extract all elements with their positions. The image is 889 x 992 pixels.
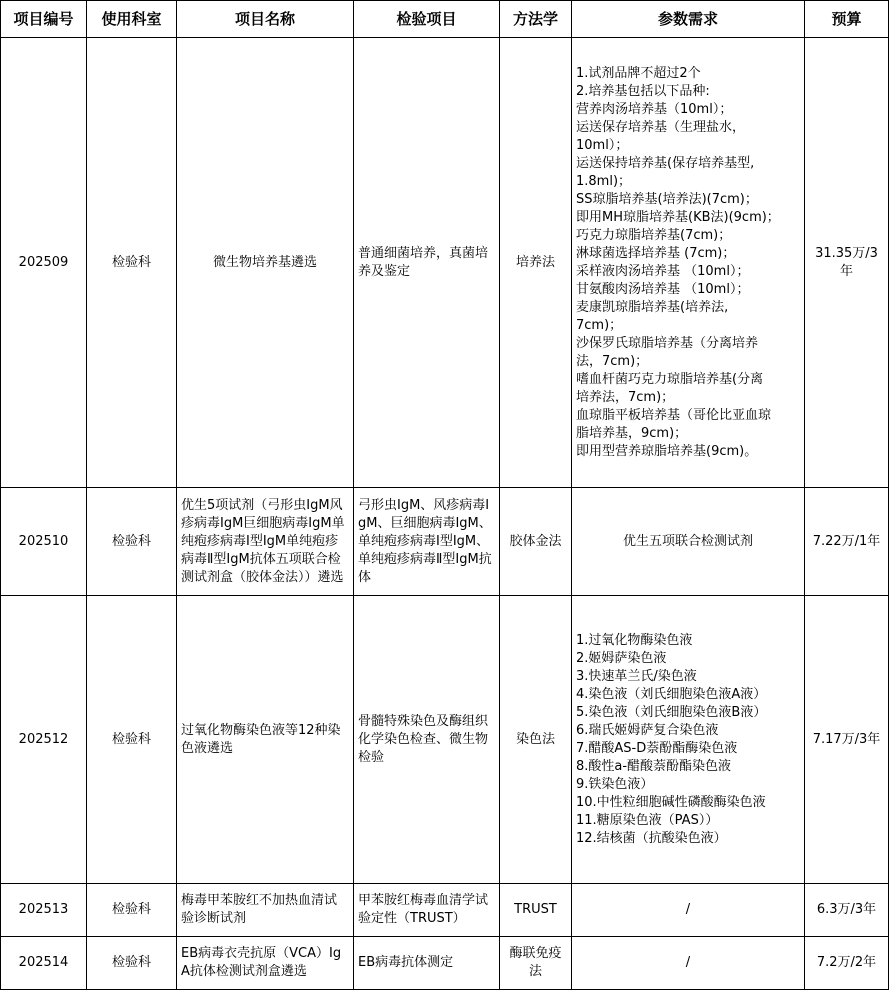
header-dept: 使用科室 (87, 1, 177, 38)
header-method: 方法学 (500, 1, 572, 38)
cell-budget: 31.35万/3年 (805, 38, 889, 488)
cell-item: 骨髓特殊染色及酶组织化学染色检查、微生物检验 (354, 596, 500, 884)
header-params: 参数需求 (572, 1, 805, 38)
cell-dept: 检验科 (87, 38, 177, 488)
cell-item: 弓形虫IgM、风疹病毒IgM、巨细胞病毒IgM、单纯疱疹病毒I型IgM、单纯疱疹病毒Ⅱ型IgM抗体 (354, 488, 500, 596)
cell-method: 胶体金法 (500, 488, 572, 596)
cell-dept: 检验科 (87, 596, 177, 884)
cell-name: 过氧化物酶染色液等12种染色液遴选 (177, 596, 354, 884)
cell-method: 染色法 (500, 596, 572, 884)
header-name: 项目名称 (177, 1, 354, 38)
cell-name: 微生物培养基遴选 (177, 38, 354, 488)
table-row (1, 488, 889, 596)
cell-params: 优生五项联合检测试剂 (572, 488, 805, 596)
cell-budget: 6.3万/3年 (805, 884, 889, 937)
cell-dept: 检验科 (87, 937, 177, 990)
table-row (1, 884, 889, 937)
cell-method: 酶联免疫法 (500, 937, 572, 990)
cell-params: / (572, 884, 805, 937)
cell-params: / (572, 937, 805, 990)
cell-params: 1.过氧化物酶染色液 2.姬姆萨染色液 3.快速革兰氏/染色液 4.染色液（刘氏细胞染色液A液） 5.染色液（刘氏细胞染色液B液） 6.瑞氏姬姆萨复合染色液 7.醋酸AS-D萘酚酯酶染色液 8.酸性a-醋酸萘酚酯染色液 9.铁染色液） 10.中性粒细胞碱性磷酸酶染色液 11.糖原染色液（PAS）） 12.结核菌（抗酸染色液） (572, 596, 805, 884)
header-budget: 预算 (805, 1, 889, 38)
cell-budget: 7.2万/2年 (805, 937, 889, 990)
table-row (1, 38, 889, 488)
cell-id: 202510 (1, 488, 87, 596)
cell-method: TRUST (500, 884, 572, 937)
cell-id: 202514 (1, 937, 87, 990)
cell-id: 202512 (1, 596, 87, 884)
header-row (1, 1, 889, 38)
cell-item: 普通细菌培养，真菌培养及鉴定 (354, 38, 500, 488)
table-row (1, 937, 889, 990)
cell-budget: 7.22万/1年 (805, 488, 889, 596)
header-item: 检验项目 (354, 1, 500, 38)
cell-id: 202509 (1, 38, 87, 488)
cell-item: 甲苯胺红梅毒血清学试验定性（TRUST） (354, 884, 500, 937)
cell-name: 梅毒甲苯胺红不加热血清试验诊断试剂 (177, 884, 354, 937)
cell-params: 1.试剂品牌不超过2个 2.培养基包括以下品种: 营养肉汤培养基（10ml）； 运送保存培养基（生理盐水， 10ml）； 运送保持培养基(保存培养基型, 1.8ml)； SS琼脂培养基(培养法)(7cm)； 即用MH琼脂培养基(KB法)(9cm)； 巧克力琼脂培养基(7cm)； 淋球菌选择培养基 (7cm)； 采样液肉汤培养基 （10ml）； 甘氨酸肉汤培养基 （10ml）； 麦康凯琼脂培养基(培养法, 7cm)； 沙保罗氏琼脂培养基（分离培养 法，7cm)； 嗜血杆菌巧克力琼脂培养基(分离 培养法，7cm)； 血琼脂平板培养基（哥伦比亚血琼 脂培养基，9cm)； 即用型营养琼脂培养基(9cm)。 (572, 38, 805, 488)
header-id: 项目编号 (1, 1, 87, 38)
cell-method: 培养法 (500, 38, 572, 488)
cell-dept: 检验科 (87, 884, 177, 937)
cell-name: EB病毒衣壳抗原（VCA）IgA抗体检测试剂盒遴选 (177, 937, 354, 990)
cell-name: 优生5项试剂（弓形虫IgM风疹病毒IgM巨细胞病毒IgM单纯疱疹病毒I型IgM单纯疱疹病毒Ⅱ型IgM抗体五项联合检测试剂盒（胶体金法））遴选 (177, 488, 354, 596)
cell-id: 202513 (1, 884, 87, 937)
cell-dept: 检验科 (87, 488, 177, 596)
cell-item: EB病毒抗体测定 (354, 937, 500, 990)
cell-budget: 7.17万/3年 (805, 596, 889, 884)
table-row (1, 596, 889, 884)
